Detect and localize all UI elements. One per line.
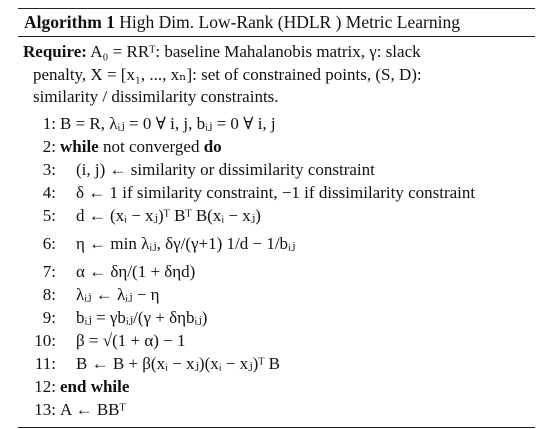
while-condition: not converged: [98, 136, 204, 156]
step-number: 5:: [42, 205, 56, 225]
step-text: η ← min λᵢⱼ, δγ/(γ+1) 1/d − 1/bᵢⱼ: [76, 233, 296, 253]
step-6: [18, 227, 535, 260]
step-7: [18, 260, 535, 283]
step-text: [60, 135, 222, 158]
step-number: 13:: [34, 399, 56, 419]
step-number: 6:: [42, 233, 56, 253]
step-8: [18, 283, 535, 306]
do-keyword: do: [203, 136, 222, 156]
step-13: [18, 398, 535, 421]
require-line-1: A₀ = RRᵀ: baseline Mahalanobis matrix, γ: slack: [90, 42, 421, 61]
step-2: [18, 135, 535, 158]
require-block: [18, 41, 535, 109]
step-number: 7:: [42, 261, 56, 281]
step-text: bᵢⱼ = γbᵢⱼ/(γ + δηbᵢⱼ): [76, 307, 208, 327]
step-number: 8:: [42, 284, 56, 304]
step-10: [18, 329, 535, 352]
step-number: 3:: [42, 159, 56, 179]
algorithm-title: [18, 9, 535, 36]
step-text: β = √(1 + α) − 1: [76, 330, 186, 350]
step-text: A ← BBᵀ: [60, 399, 126, 419]
algorithm-label: Algorithm 1: [24, 12, 115, 32]
algorithm-box: [18, 8, 535, 428]
step-text: B ← B + β(xᵢ − xⱼ)(xᵢ − xⱼ)ᵀ B: [76, 353, 281, 373]
algorithm-body: [18, 37, 535, 427]
bottom-rule: [18, 427, 535, 428]
end-while-keyword: end while: [60, 376, 130, 396]
step-1: [18, 112, 535, 135]
step-text: λᵢⱼ ← λᵢⱼ − η: [76, 284, 160, 304]
step-4: [18, 181, 535, 204]
step-9: [18, 306, 535, 329]
step-12: [18, 375, 535, 398]
step-number: 12:: [34, 376, 56, 396]
require-keyword: Require:: [23, 42, 87, 61]
step-number: 10:: [34, 330, 56, 350]
step-text: d ← (xᵢ − xⱼ)ᵀ Bᵀ B(xᵢ − xⱼ): [76, 205, 261, 225]
step-text: δ ← 1 if similarity constraint, −1 if dissimilarity constraint: [76, 182, 476, 202]
step-3: [18, 158, 535, 181]
step-5: [18, 204, 535, 227]
step-text: B = R, λᵢⱼ = 0 ∀ i, j, bᵢⱼ = 0 ∀ i, j: [60, 113, 276, 133]
step-number: 2:: [42, 136, 56, 156]
require-line-3: similarity / dissimilarity constraints.: [33, 87, 279, 106]
step-number: 1:: [42, 113, 56, 133]
step-number: 11:: [34, 353, 56, 373]
step-11: [18, 352, 535, 375]
step-text: α ← δη/(1 + δηd): [76, 261, 196, 281]
step-number: 4:: [42, 182, 56, 202]
step-number: 9:: [42, 307, 56, 327]
step-text: (i, j) ← similarity or dissimilarity constraint: [76, 159, 375, 179]
algorithm-name: High Dim. Low-Rank (HDLR ) Metric Learning: [119, 12, 460, 32]
while-keyword: while: [60, 136, 99, 156]
require-line-2: penalty, X = [x₁, ..., xₙ]: set of constrained points, (S, D):: [33, 64, 422, 84]
